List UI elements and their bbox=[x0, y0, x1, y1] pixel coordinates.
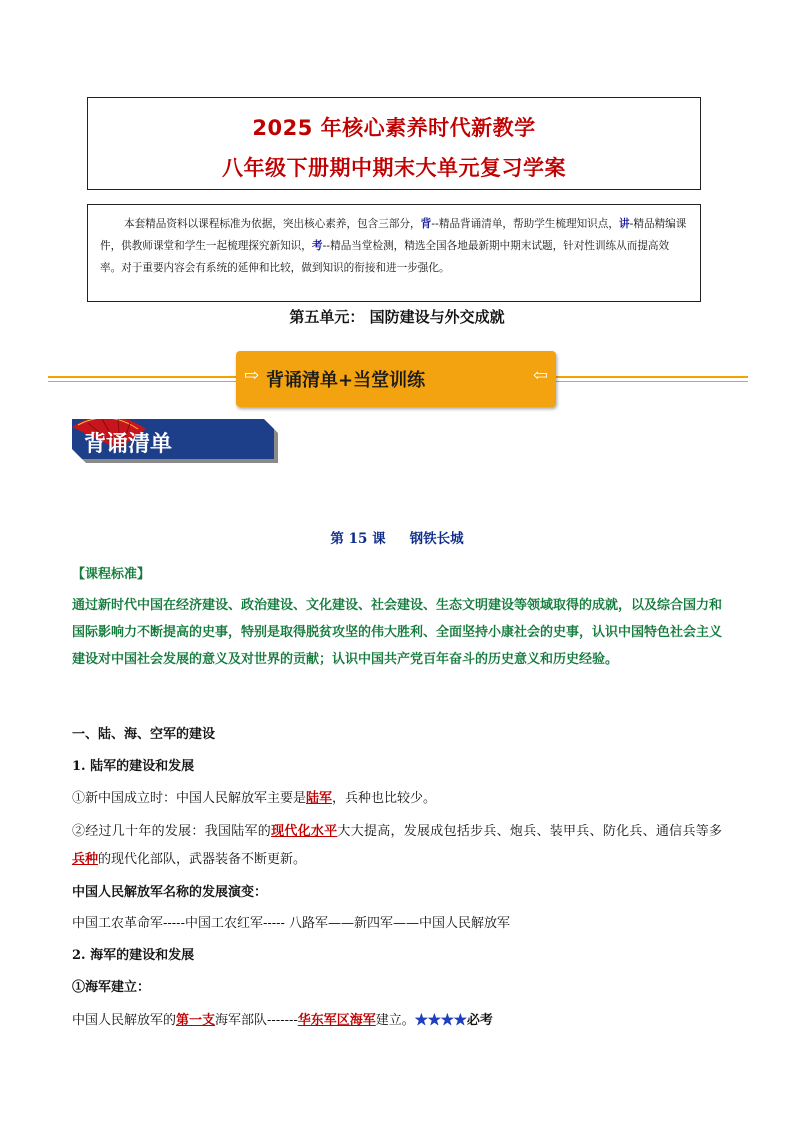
army-key-army: 陆军 bbox=[306, 791, 333, 806]
navy-line-c: 建立。 bbox=[375, 1013, 415, 1028]
title-box bbox=[87, 97, 701, 190]
army-item-1 bbox=[72, 787, 722, 806]
navy-line bbox=[72, 1009, 722, 1028]
navy-key-east-china: 华东军区海军 bbox=[297, 1013, 376, 1028]
title-line-1: 2025 年核心素养时代新教学 bbox=[252, 116, 536, 140]
army-item1-b: ，兵种也比较少。 bbox=[332, 791, 437, 806]
army-item-2 bbox=[72, 818, 722, 874]
recitation-list-tag bbox=[68, 419, 278, 463]
standard-text: 通过新时代中国在经济建设、政治建设、文化建设、社会建设、生态文明建设等领域取得的成就，以及综合国力和国际影响力不断提高的史事，特别是取得脱贫攻坚的伟大胜利、全面坚持小康社会的史事，认识中国特色社会主义建设对中国社会发展的意义及对世界的贡献；认识中国共产党百年奋斗的历史意义和历史经验。 bbox=[72, 598, 723, 667]
lesson-name: 钢铁长城 bbox=[409, 531, 464, 547]
army-key-modern: 现代化水平 bbox=[271, 824, 338, 839]
army-key-branches: 兵种 bbox=[72, 852, 99, 867]
intro-part1: 本套精品资料以课程标准为依据，突出核心素养，包含三部分， bbox=[124, 218, 421, 230]
tag-text: 背诵清单 bbox=[84, 432, 173, 457]
section1-heading: 一、陆、海、空军的建设 bbox=[72, 727, 216, 742]
navy-heading: 2. 海军的建设和发展 bbox=[72, 948, 195, 963]
army-item2-a: ②经过几十年的发展：我国陆军的 bbox=[72, 824, 272, 839]
tag-graphic bbox=[68, 419, 278, 463]
star-icon: ★★★★ bbox=[414, 1013, 467, 1028]
arrow-left-icon: ⇦ bbox=[532, 365, 548, 386]
must-test-label: 必考 bbox=[466, 1013, 493, 1028]
evolution-text: 中国工农革命军-----中国工农红军----- 八路军——新四军——中国人民解放军 bbox=[72, 916, 511, 931]
arrow-right-icon: ⇨ bbox=[244, 365, 260, 386]
standard-label: 【课程标准】 bbox=[72, 567, 151, 582]
lesson-title bbox=[0, 527, 794, 547]
lesson-number: 第 15 课 bbox=[330, 531, 386, 547]
banner-text: 背诵清单+当堂训练 bbox=[266, 370, 426, 391]
navy-line-b: 海军部队------- bbox=[215, 1013, 298, 1028]
title-line-2: 八年级下册期中期末大单元复习学案 bbox=[222, 156, 566, 180]
army-heading: 1. 陆军的建设和发展 bbox=[72, 759, 195, 774]
navy-key-first: 第一支 bbox=[176, 1013, 216, 1028]
navy-line-a: 中国人民解放军的 bbox=[72, 1013, 177, 1028]
intro-part4: --精品当堂检测，精选全国各地最新期中期末试题，针对性训练从而提高效率。对于重要内容会有系统的延伸和比较，做到知识的衔接和进一步强化。 bbox=[100, 240, 670, 274]
intro-part3: -精品精编课件，供教师课堂和学生一起梳理探究新知识， bbox=[100, 218, 687, 252]
intro-box bbox=[87, 204, 701, 302]
army-item2-b: 大大提高，发展成包括步兵、炮兵、装甲兵、防化兵、通信兵等多 bbox=[337, 824, 722, 839]
army-item1-a: ①新中国成立时：中国人民解放军主要是 bbox=[72, 791, 307, 806]
army-item2-c: 的现代化部队，武器装备不断更新。 bbox=[98, 852, 307, 867]
navy-sub-heading: ①海军建立： bbox=[72, 980, 151, 995]
intro-bei: 背 bbox=[420, 218, 432, 230]
intro-part2: --精品背诵清单，帮助学生梳理知识点， bbox=[431, 218, 619, 230]
intro-kao: 考 bbox=[311, 240, 323, 252]
evolution-heading: 中国人民解放军名称的发展演变： bbox=[72, 885, 268, 900]
unit-title: 第五单元： 国防建设与外交成就 bbox=[289, 308, 505, 326]
intro-jiang: 讲 bbox=[618, 218, 630, 230]
section-banner bbox=[236, 351, 556, 407]
